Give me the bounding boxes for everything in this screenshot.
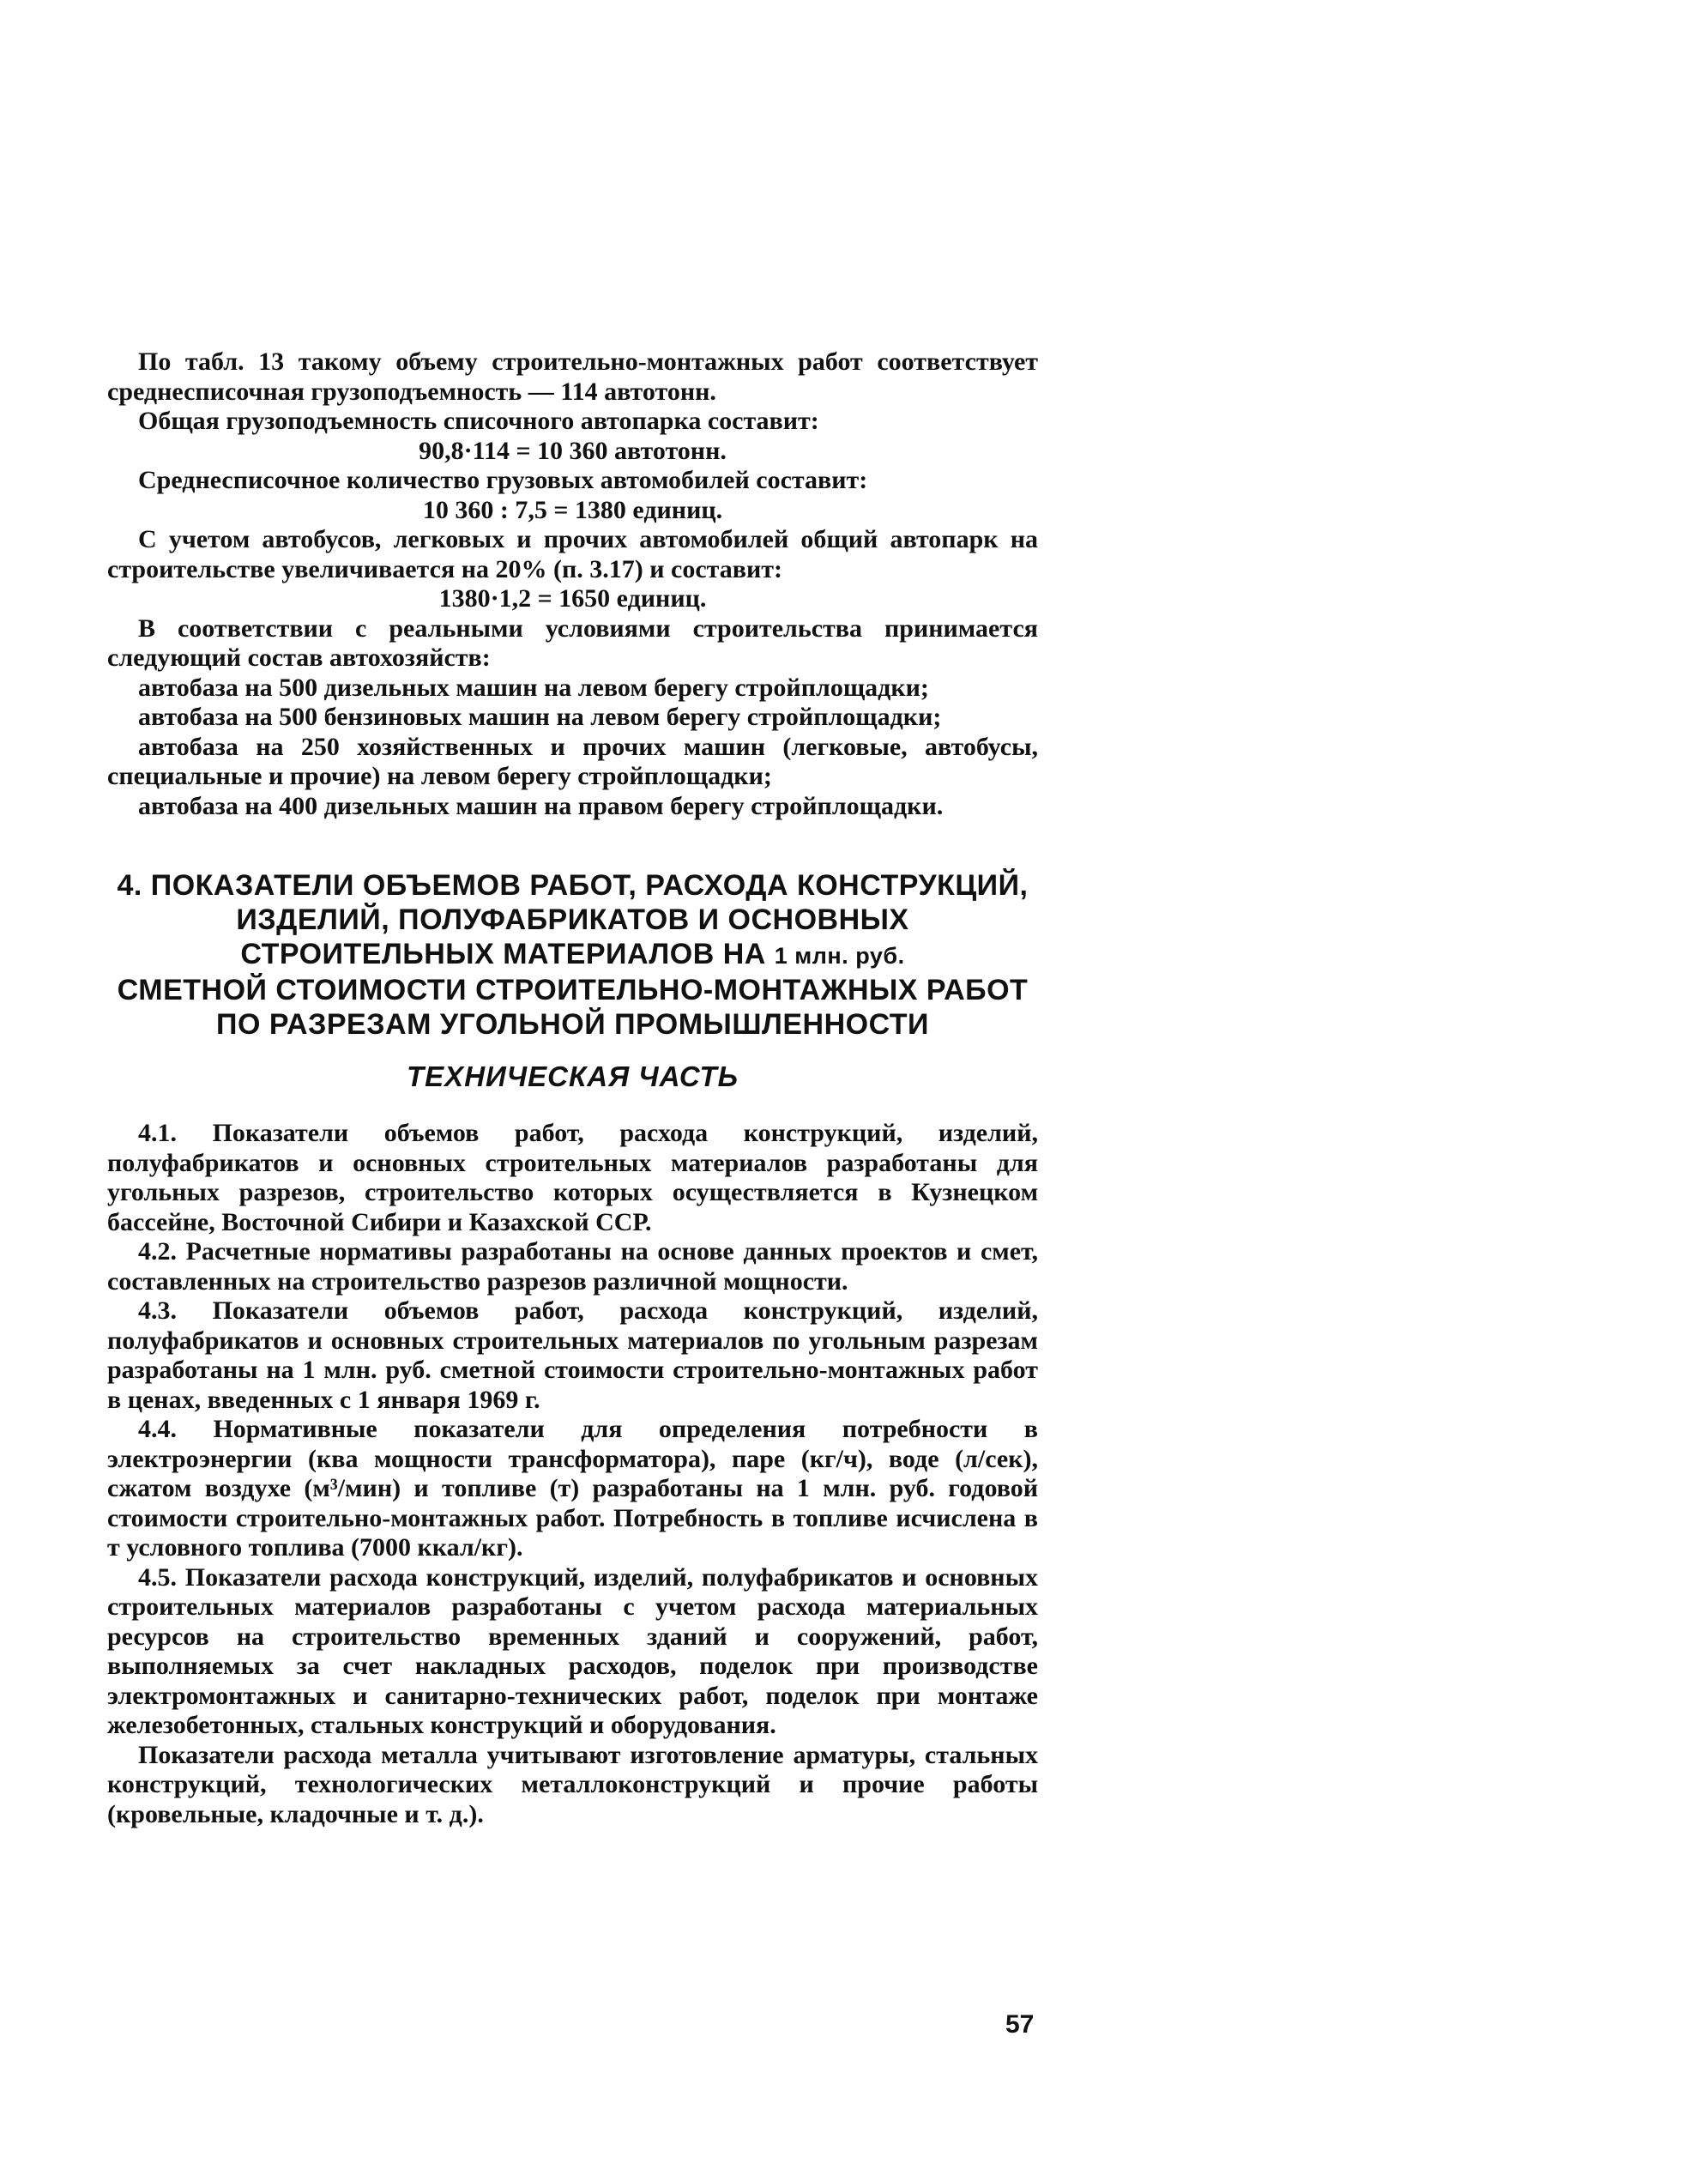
paragraph-4-5: 4.5. Показатели расхода конструкций, изделий, полуфабрикатов и основных строительных материалов разработаны с учетом расхода материальных ресурсов на строительство временных зданий и сооружений, работ, выполняемых за счет накладных расходов, поделок при производстве электромонтажных и санитарно-технических работ, поделок при монтаже железобетонных, стальных конструкций и оборудования. [107,1562,1038,1739]
document-page [107,347,1038,1829]
section-title-part: 1 млн. руб. [774,943,905,969]
section-title-line: ПО РАЗРЕЗАМ УГОЛЬНОЙ ПРОМЫШЛЕННОСТИ [216,1008,929,1041]
paragraph-metal: Показатели расхода металла учитывают изготовление арматуры, стальных конструкций, технологических металлоконструкций и прочие работы (кровельные, кладочные и т. д.). [107,1740,1038,1828]
section-title-line: СМЕТНОЙ СТОИМОСТИ СТРОИТЕЛЬНО-МОНТАЖНЫХ РАБОТ [117,974,1029,1006]
paragraph-intro-5: В соответствии с реальными условиями строительства принимается следующий состав автохозяйств: [107,613,1038,672]
paragraph-intro-2: Общая грузоподъемность списочного автопарка составит: [138,407,819,435]
paragraph-4-2: 4.2. Расчетные нормативы разработаны на основе данных проектов и смет, составленных на строительство разрезов различной мощности. [107,1237,1038,1296]
section-title-line: ИЗДЕЛИЙ, ПОЛУФАБРИКАТОВ И ОСНОВНЫХ [236,903,909,936]
list-item: автобаза на 500 бензиновых машин на левом берегу стройплощадки; [138,703,942,731]
paragraph-4-4: 4.4. Нормативные показатели для определения потребности в электроэнергии (ква мощности трансформатора), паре (кг/ч), воде (л/сек), сжатом воздухе (м³/мин) и топливе (т) разработаны на 1 млн. руб. годовой стоимости строительно-монтажных работ. Потребность в топливе исчислена в т условного топлива (7000 ккал/кг). [107,1415,1038,1562]
paragraph-4-1: 4.1. Показатели объемов работ, расхода конструкций, изделий, полуфабрикатов и основных строительных материалов разработаны для угольных разрезов, строительство которых осуществляется в Кузнецком бассейне, Восточной Сибири и Казахской ССР. [107,1119,1038,1236]
section-title-part: СТРОИТЕЛЬНЫХ МАТЕРИАЛОВ НА [240,938,775,970]
section-subtitle: ТЕХНИЧЕСКАЯ ЧАСТЬ [407,1060,739,1092]
paragraph-intro-4: С учетом автобусов, легковых и прочих автомобилей общий автопарк на строительстве увеличивается на 20% (п. 3.17) и составит: [107,525,1038,583]
paragraph-4-3: 4.3. Показатели объемов работ, расхода конструкций, изделий, полуфабрикатов и основных строительных материалов по угольным разрезам разработаны на 1 млн. руб. сметной стоимости строительно-монтажных работ в ценах, введенных с 1 января 1969 г. [107,1296,1038,1414]
list-item: автобаза на 500 дизельных машин на левом берегу стройплощадки; [138,673,929,702]
paragraph-intro-1: По табл. 13 такому объему строительно-монтажных работ соответствует среднесписочная грузоподъемность — 114 автотонн. [107,347,1038,406]
section-title [107,868,1038,1042]
formula-3: 1380·1,2 = 1650 единиц. [438,584,707,613]
list-item: автобаза на 400 дизельных машин на правом берегу стройплощадки. [138,791,944,820]
section-title-line: 4. ПОКАЗАТЕЛИ ОБЪЕМОВ РАБОТ, РАСХОДА КОНСТРУКЦИЙ, [117,869,1029,902]
list-item: автобаза на 250 хозяйственных и прочих машин (легковые, автобусы, специальные и прочие) на левом берегу стройплощадки; [107,732,1038,790]
page-number: 57 [1005,2010,1035,2039]
formula-2: 10 360 : 7,5 = 1380 единиц. [422,495,723,524]
formula-1: 90,8·114 = 10 360 автотонн. [419,436,727,465]
section-title-line [107,937,1038,973]
paragraph-intro-3: Среднесписочное количество грузовых автомобилей составит: [138,466,868,494]
